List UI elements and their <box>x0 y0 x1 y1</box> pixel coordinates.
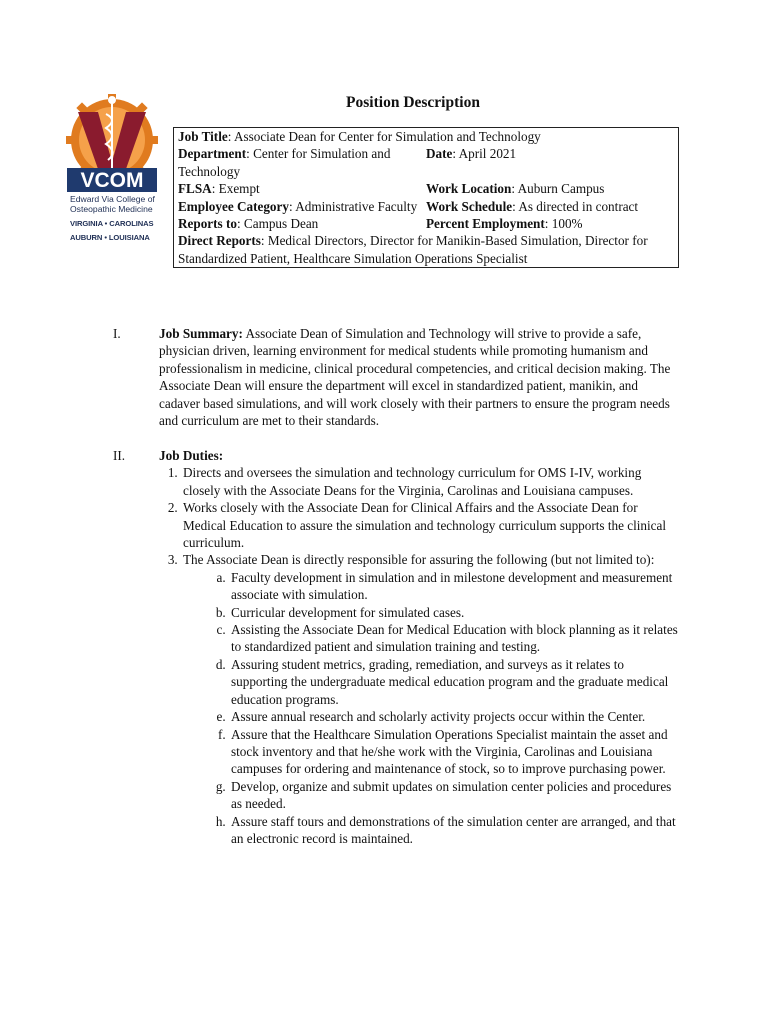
direct-reports-value: : Medical Directors, Director for Manikin-Based Simulation, Director for Standardized Patient, Healthcare Simulation Operations Specialist <box>178 233 648 266</box>
logo-caption <box>70 194 160 242</box>
job-title-value: : Associate Dean for Center for Simulation and Technology <box>227 129 541 144</box>
logo-locations-line1: VIRGINIA • CAROLINAS <box>70 219 154 228</box>
job-title-cell <box>174 128 679 146</box>
department-value: : Center for Simulation and Technology <box>178 146 391 179</box>
flsa-label: FLSA <box>178 181 212 197</box>
position-info-table <box>173 127 679 268</box>
percent-employment-cell <box>422 215 679 232</box>
direct-reports-cell <box>174 232 679 267</box>
list-item: f. Assure that the Healthcare Simulation Operations Specialist maintain the asset and stock inventory and that he/she work with the Virginia, Carolinas and Louisiana campuses for ordering and maintenance of stock, so to improve purchasing power. <box>229 726 679 778</box>
work-location-cell <box>422 180 679 197</box>
date-value: : April 2021 <box>452 146 517 162</box>
list-item: h. Assure staff tours and demonstrations of the simulation center are arranged, and that an electronic record is maintained. <box>229 813 679 848</box>
flsa-cell <box>174 180 423 197</box>
direct-reports-label: Direct Reports <box>178 233 261 249</box>
date-cell <box>422 145 679 180</box>
list-item: a. Faculty development in simulation and in milestone development and measurement associate with simulation. <box>229 569 679 604</box>
flsa-value: : Exempt <box>211 181 260 197</box>
job-duties-body <box>159 447 679 847</box>
department-cell <box>174 145 423 180</box>
logo-locations-line2: AUBURN • LOUISIANA <box>70 233 150 242</box>
logo-college-line1: Edward Via College of <box>70 194 155 204</box>
employee-category-label: Employee Category <box>178 198 289 214</box>
list-item: e. Assure annual research and scholarly activity projects occur within the Center. <box>229 708 679 725</box>
list-item: b. Curricular development for simulated cases. <box>229 604 679 621</box>
work-schedule-value: : As directed in contract <box>512 198 639 214</box>
job-summary-heading: Job Summary: <box>159 326 243 341</box>
section-numeral: I. <box>113 326 121 341</box>
reports-to-value: : Campus Dean <box>236 216 319 232</box>
work-schedule-label: Work Schedule <box>426 198 513 214</box>
reports-to-cell <box>174 215 423 232</box>
job-duties-heading: Job Duties: <box>159 448 224 463</box>
employee-category-cell <box>174 198 423 215</box>
employee-category-value: : Administrative Faculty <box>288 198 418 214</box>
page-title: Position Description <box>346 94 480 111</box>
job-title-label: Job Title <box>178 129 228 144</box>
sub-duties-list <box>183 569 679 848</box>
job-duties-section <box>113 447 679 847</box>
reports-to-label: Reports to <box>178 216 237 232</box>
list-item: c. Assisting the Associate Dean for Medical Education with block planning as it relates to standardized patient and simulation training and testing. <box>229 621 679 656</box>
work-location-label: Work Location <box>426 181 512 197</box>
job-summary-text: Associate Dean of Simulation and Technology will strive to provide a safe, physician driven, learning environment for medical students while promoting humanism and professionalism in medicine, clinical procedural competencies, and critical decision making. The Associate Dean will ensure the department will excel in standardized patient, manikin, and cadaver based simulations, and will work closely with their partners to ensure the program needs and curriculum are met to their standards. <box>159 326 671 429</box>
list-item-text: The Associate Dean is directly responsible for assuring the following (but not limited to): <box>183 552 655 568</box>
job-summary-section <box>113 325 679 429</box>
department-label: Department <box>178 146 247 162</box>
vcom-letters: VCOM <box>80 169 144 192</box>
section-numeral: II. <box>113 448 126 463</box>
duties-list <box>159 464 679 847</box>
work-schedule-cell <box>422 198 679 215</box>
percent-employment-label: Percent Employment <box>426 216 545 232</box>
list-item: g. Develop, organize and submit updates on simulation center policies and procedures as needed. <box>229 778 679 813</box>
date-label: Date <box>426 146 453 162</box>
logo-college-line2: Osteopathic Medicine <box>70 204 153 214</box>
list-item: 1. Directs and oversees the simulation and technology curriculum for OMS I-IV, working closely with the Associate Deans for the Virginia, Carolinas and Louisiana campuses. <box>181 464 679 499</box>
list-item: 2. Works closely with the Associate Dean for Clinical Affairs and the Associate Dean for Medical Education to assure the simulation and technology curriculum supports the clinical curriculum. <box>181 499 679 551</box>
percent-employment-value: : 100% <box>544 216 583 232</box>
list-item: d. Assuring student metrics, grading, remediation, and surveys as it relates to supporting the undergraduate medical education program and the graduate medical education programs. <box>229 656 679 708</box>
work-location-value: : Auburn Campus <box>511 181 605 197</box>
list-item <box>181 551 679 847</box>
job-summary-body <box>159 325 679 429</box>
